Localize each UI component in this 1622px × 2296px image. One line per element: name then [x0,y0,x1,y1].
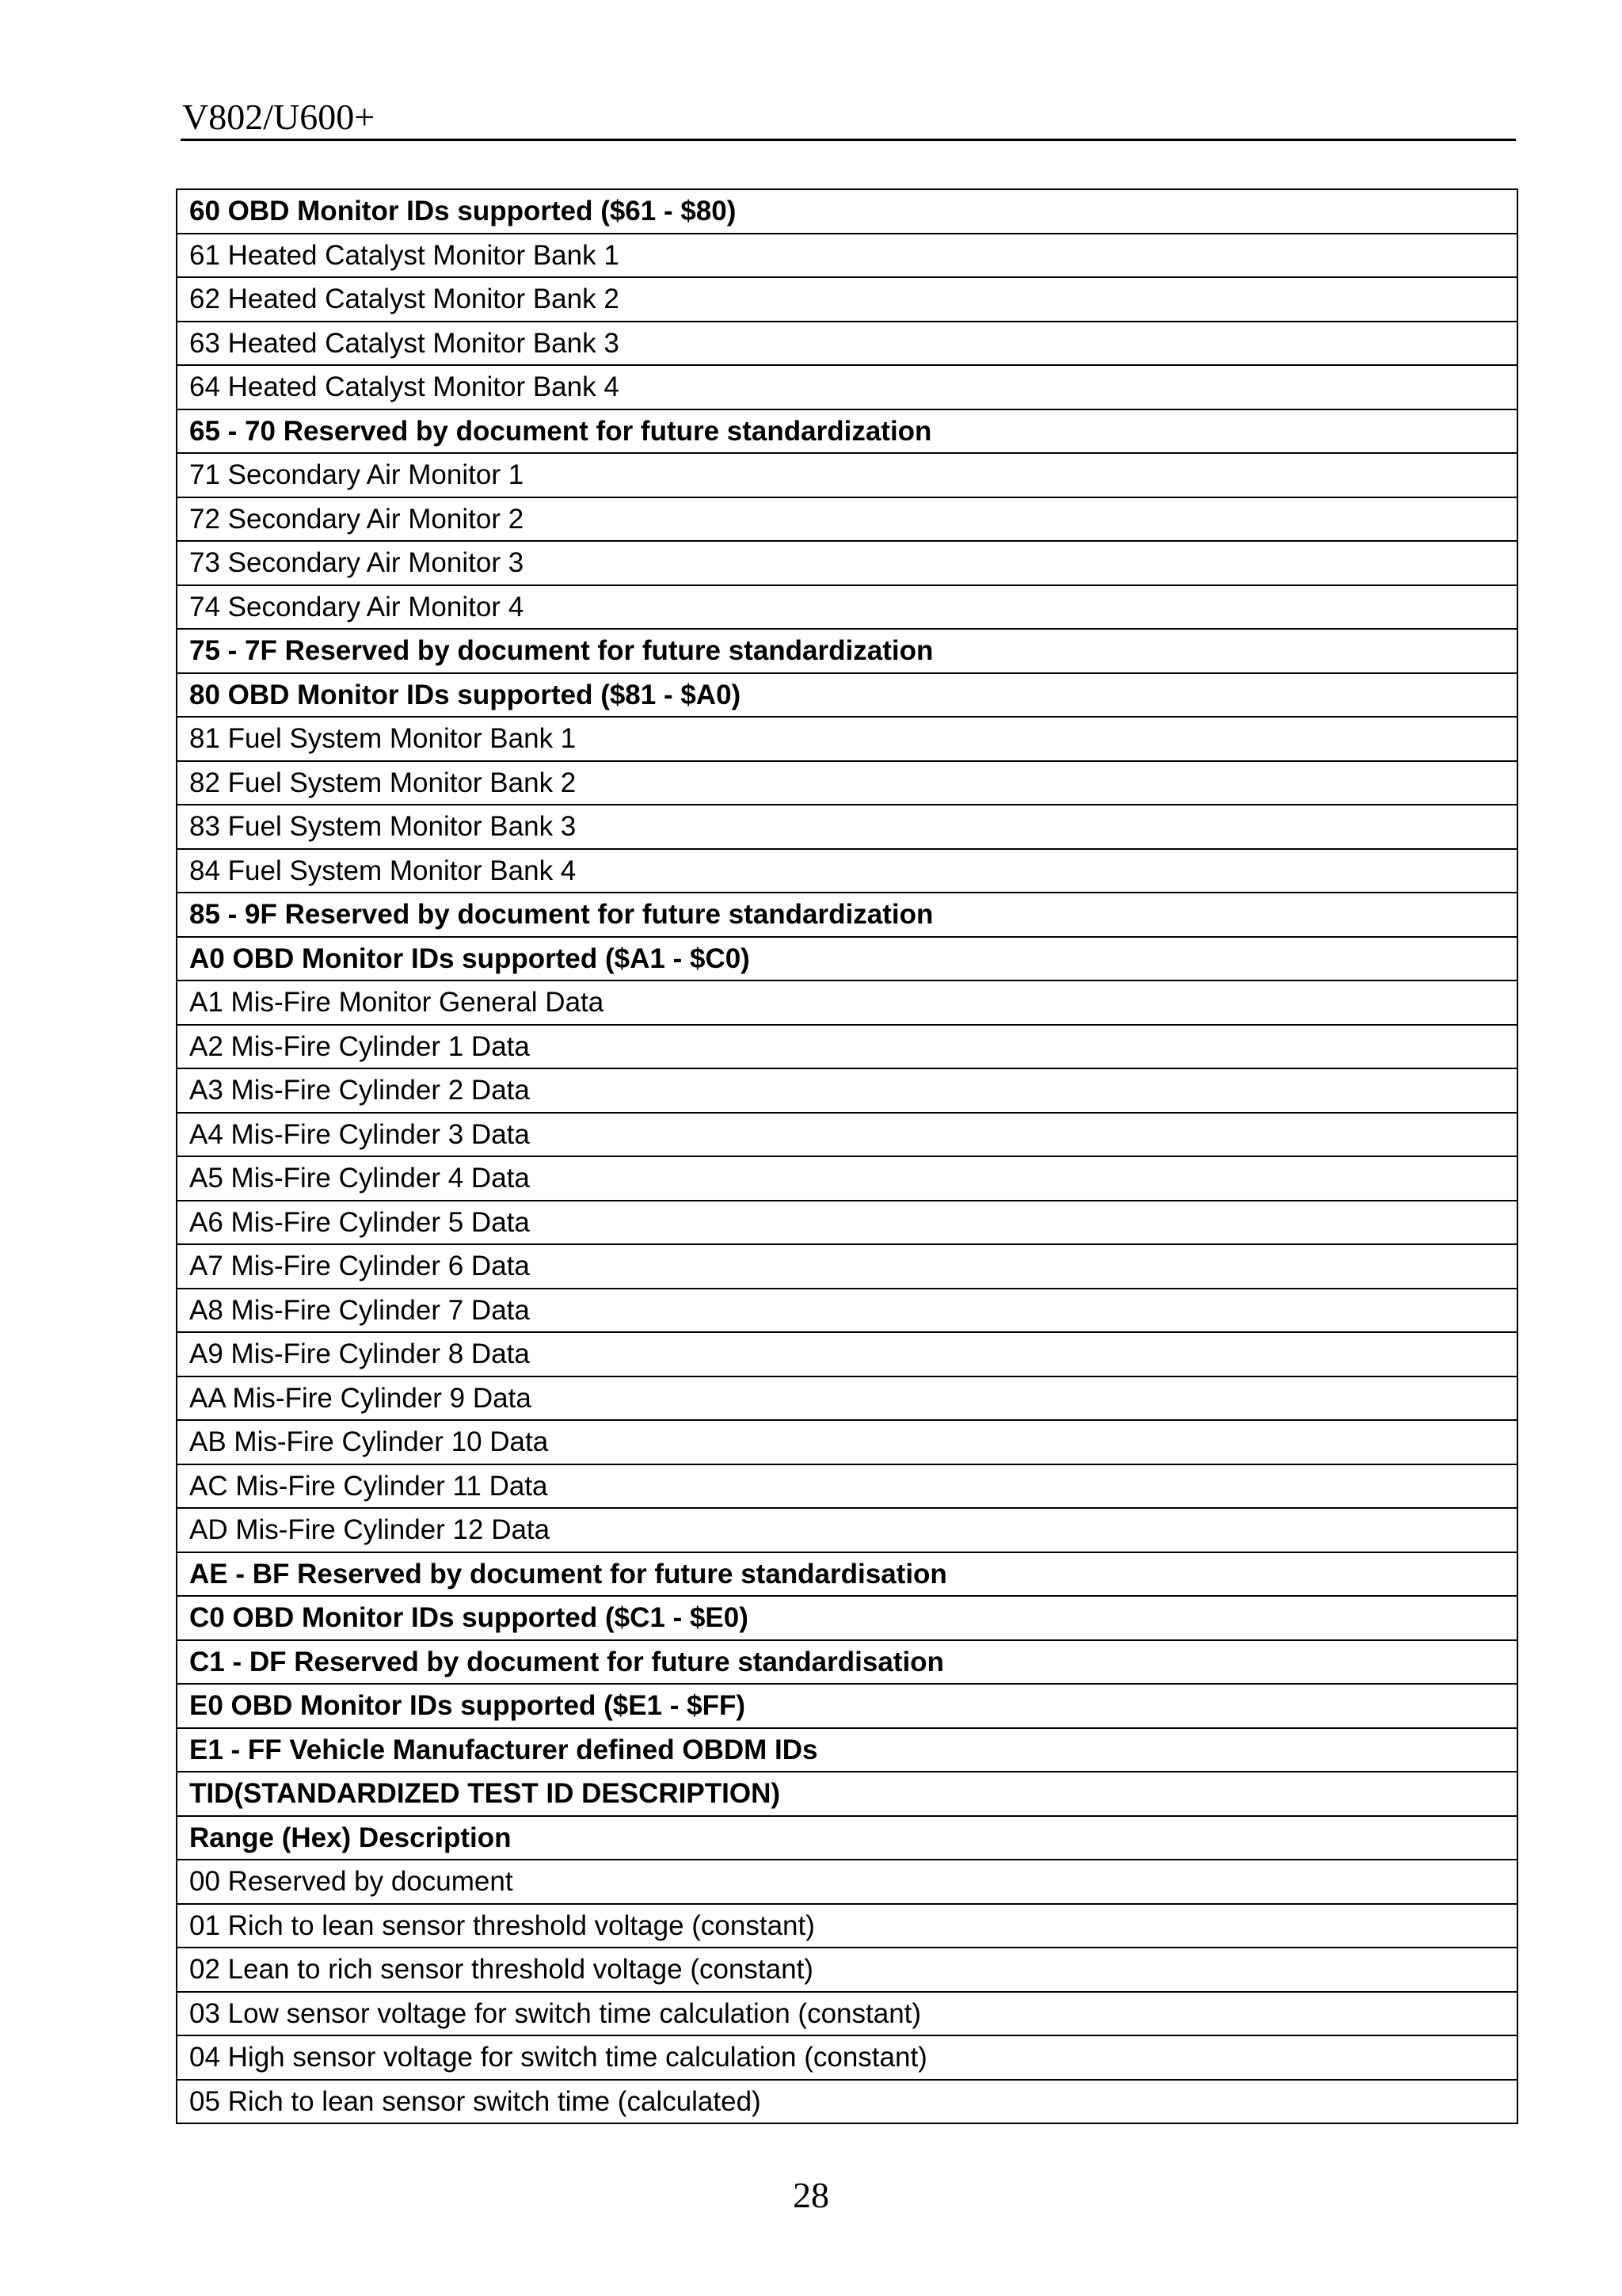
table-row: 81 Fuel System Monitor Bank 1 [177,718,1517,762]
table-row: AC Mis-Fire Cylinder 11 Data [177,1465,1517,1510]
table-row: 02 Lean to rich sensor threshold voltage (constant) [177,1948,1517,1993]
table-row: C1 - DF Reserved by document for future standardisation [177,1641,1517,1685]
table-row: AD Mis-Fire Cylinder 12 Data [177,1509,1517,1553]
table-row: 04 High sensor voltage for switch time calculation (constant) [177,2036,1517,2081]
table-row: E1 - FF Vehicle Manufacturer defined OBDM IDs [177,1729,1517,1773]
table-row: 60 OBD Monitor IDs supported ($61 - $80) [177,190,1517,234]
table-row: A9 Mis-Fire Cylinder 8 Data [177,1333,1517,1377]
table-row: AE - BF Reserved by document for future standardisation [177,1553,1517,1597]
table-row: A6 Mis-Fire Cylinder 5 Data [177,1201,1517,1246]
table-row: 82 Fuel System Monitor Bank 2 [177,762,1517,806]
table-row: 73 Secondary Air Monitor 3 [177,542,1517,586]
table-row: AB Mis-Fire Cylinder 10 Data [177,1421,1517,1465]
table-row: Range (Hex) Description [177,1817,1517,1861]
table-row: 83 Fuel System Monitor Bank 3 [177,805,1517,850]
table-row: A8 Mis-Fire Cylinder 7 Data [177,1289,1517,1334]
table-row: 85 - 9F Reserved by document for future standardization [177,893,1517,938]
table-row: A3 Mis-Fire Cylinder 2 Data [177,1069,1517,1114]
table-row: E0 OBD Monitor IDs supported ($E1 - $FF) [177,1685,1517,1729]
table-row: TID(STANDARDIZED TEST ID DESCRIPTION) [177,1772,1517,1817]
table-row: 63 Heated Catalyst Monitor Bank 3 [177,322,1517,367]
table-row: 80 OBD Monitor IDs supported ($81 - $A0) [177,674,1517,718]
table-row: A1 Mis-Fire Monitor General Data [177,981,1517,1026]
table-row: A5 Mis-Fire Cylinder 4 Data [177,1157,1517,1201]
table-row: 01 Rich to lean sensor threshold voltage (constant) [177,1905,1517,1949]
table-row: A4 Mis-Fire Cylinder 3 Data [177,1114,1517,1158]
table-row: 75 - 7F Reserved by document for future standardization [177,630,1517,674]
table-row: 71 Secondary Air Monitor 1 [177,454,1517,498]
table-row: C0 OBD Monitor IDs supported ($C1 - $E0) [177,1597,1517,1641]
monitor-id-table [176,188,1518,2124]
table-row: 61 Heated Catalyst Monitor Bank 1 [177,234,1517,279]
table-row: 65 - 70 Reserved by document for future standardization [177,410,1517,455]
table-row: 84 Fuel System Monitor Bank 4 [177,850,1517,894]
table-row: A7 Mis-Fire Cylinder 6 Data [177,1245,1517,1289]
table-row: A2 Mis-Fire Cylinder 1 Data [177,1026,1517,1070]
table-row: 64 Heated Catalyst Monitor Bank 4 [177,366,1517,410]
table-row: AA Mis-Fire Cylinder 9 Data [177,1377,1517,1422]
table-row: 05 Rich to lean sensor switch time (calculated) [177,2081,1517,2125]
table-row: A0 OBD Monitor IDs supported ($A1 - $C0) [177,938,1517,982]
page-number: 28 [793,2175,829,2215]
table-row: 00 Reserved by document [177,1860,1517,1905]
table-row: 03 Low sensor voltage for switch time calculation (constant) [177,1993,1517,2037]
page-header-title: V802/U600+ [182,97,375,137]
header-divider [181,139,1516,141]
table-row: 62 Heated Catalyst Monitor Bank 2 [177,278,1517,322]
table-row: 72 Secondary Air Monitor 2 [177,498,1517,543]
table-row: 74 Secondary Air Monitor 4 [177,586,1517,630]
